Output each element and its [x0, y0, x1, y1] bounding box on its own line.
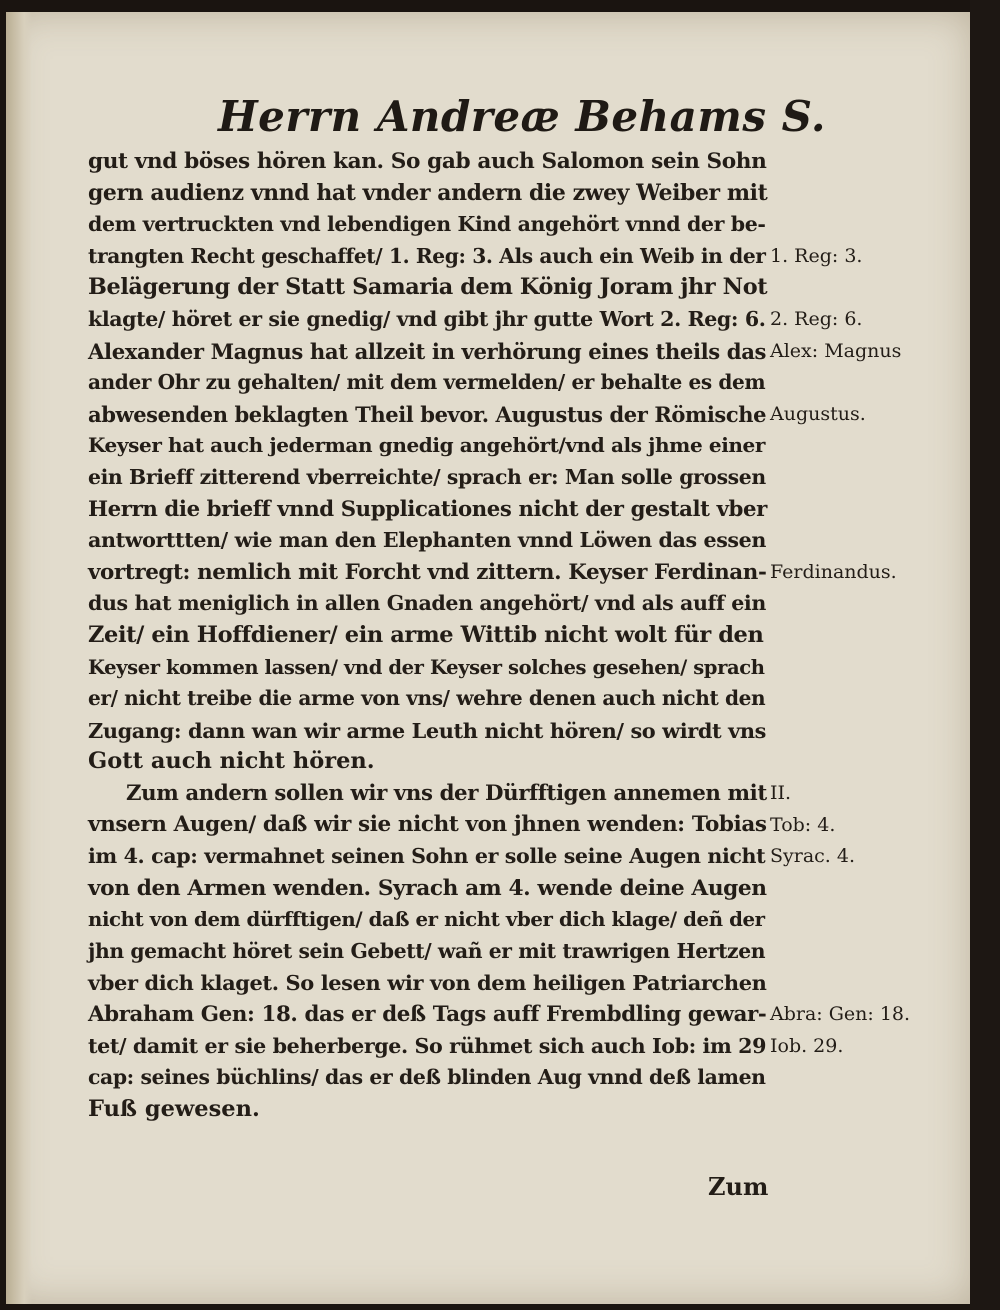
catchword: Zum	[708, 1172, 769, 1201]
margin-note: II.	[770, 782, 792, 804]
text-line: tet/ damit er sie beherberge. So rühmet sich auch Iob: im 29	[88, 1033, 767, 1058]
text-line: Fuß gewesen.	[88, 1095, 260, 1122]
margin-note: 2. Reg: 6.	[770, 308, 863, 330]
margin-note: Alex: Magnus	[770, 339, 902, 362]
text-line: vber dich klaget. So lesen wir von dem heiligen Patriarchen	[88, 970, 767, 996]
page-spine-shadow	[6, 12, 32, 1304]
text-line: Zugang: dann wan wir arme Leuth nicht hören/ so wirdt vns	[88, 717, 766, 743]
text-line: Belägerung der Statt Samaria dem König Joram jhr Not	[88, 274, 768, 301]
margin-note: Abra: Gen: 18.	[770, 1003, 911, 1026]
text-line: er/ nicht treibe die arme von vns/ wehre denen auch nicht den	[88, 686, 766, 711]
background-edge	[970, 0, 1000, 1310]
text-line: Abraham Gen: 18. das er deß Tags auff Frembdling gewar-	[88, 1002, 767, 1028]
text-line: Alexander Magnus hat allzeit in verhörung eines theils das	[88, 338, 767, 364]
text-line: Zeit/ ein Hoffdiener/ ein arme Wittib nicht wolt für den	[88, 621, 764, 648]
running-header: Herrn Andreæ Behams S.	[218, 92, 827, 141]
body-text	[88, 146, 768, 1125]
text-line: gut vnd böses hören kan. So gab auch Salomon sein Sohn	[88, 149, 767, 174]
text-line: ein Brieff zitterend vberreichte/ sprach er: Man solle grossen	[88, 464, 766, 489]
text-line: Keyser kommen lassen/ vnd der Keyser solches gesehen/ sprach	[88, 655, 765, 679]
margin-note: Ferdinandus.	[770, 560, 897, 583]
text-line: cap: seines büchlins/ das er deß blinden Aug vnnd deß lamen	[88, 1065, 766, 1090]
margin-note: Syrac. 4.	[770, 845, 856, 868]
text-line: dus hat meniglich in allen Gnaden angehört/ vnd als auff ein	[88, 591, 766, 616]
text-line: im 4. cap: vermahnet seinen Sohn er solle seine Augen nicht	[88, 844, 766, 869]
text-line: jhn gemacht höret sein Gebett/ wañ er mit trawrigen Hertzen	[88, 938, 766, 963]
margin-note: Iob. 29.	[770, 1034, 844, 1057]
text-line: dem vertruckten vnd lebendigen Kind angehört vnnd der be-	[88, 212, 766, 237]
text-line: trangten Recht geschaffet/ 1. Reg: 3. Als auch ein Weib in der	[88, 243, 766, 268]
text-line: vnsern Augen/ daß wir sie nicht von jhnen wenden: Tobias	[88, 812, 767, 838]
margin-note: 1. Reg: 3.	[770, 244, 863, 267]
text-line: klagte/ höret er sie gnedig/ vnd gibt jhr gutte Wort 2. Reg: 6.	[88, 306, 766, 331]
text-line: nicht von dem dürfftigen/ daß er nicht vber dich klage/ deñ der	[88, 907, 765, 932]
text-line: Herrn die brieff vnnd Supplicationes nicht der gestalt vber	[88, 496, 767, 522]
text-line: Gott auch nicht hören.	[88, 748, 375, 775]
text-line: von den Armen wenden. Syrach am 4. wende deine Augen	[88, 875, 767, 901]
text-line: abwesenden beklagten Theil bevor. Augustus der Römische	[88, 401, 767, 427]
margin-note: Tob: 4.	[770, 813, 836, 836]
margin-note: Augustus.	[770, 402, 866, 425]
text-line: Keyser hat auch jederman gnedig angehört/vnd als jhme einer	[88, 433, 766, 458]
text-line: vortregt: nemlich mit Forcht vnd zittern. Keyser Ferdinan-	[88, 559, 767, 585]
text-line: gern audienz vnnd hat vnder andern die zwey Weiber mit	[88, 179, 768, 206]
text-line: antworttten/ wie man den Elephanten vnnd Löwen das essen	[88, 528, 766, 553]
text-line: Zum andern sollen wir vns der Dürfftigen annemen mit	[126, 780, 767, 806]
text-line: ander Ohr zu gehalten/ mit dem vermelden/ er behalte es dem	[88, 370, 766, 395]
